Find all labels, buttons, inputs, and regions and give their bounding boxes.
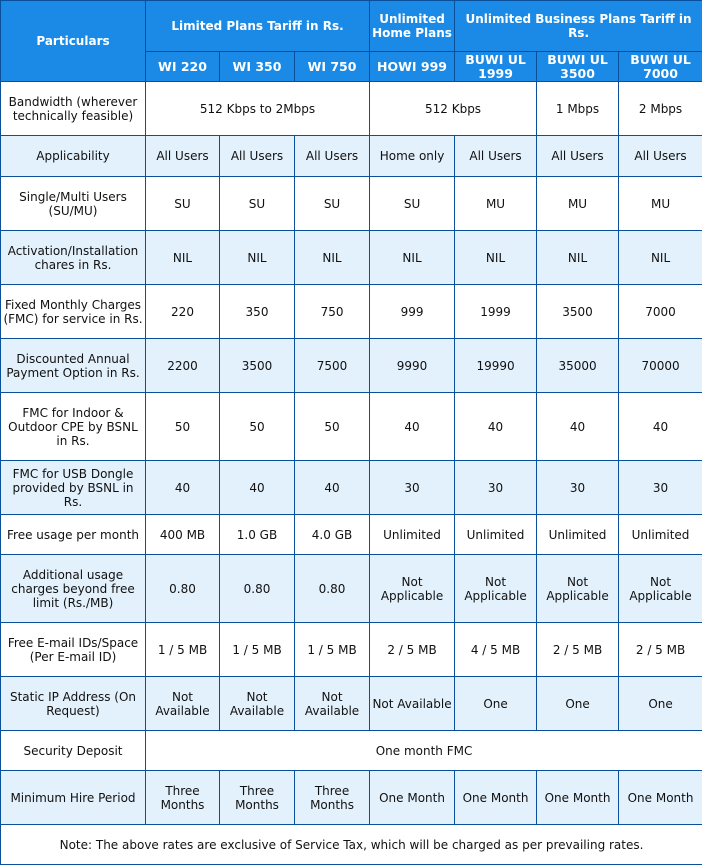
table-row [1,677,702,731]
table-cell: NIL [146,231,220,285]
table-cell: SU [295,177,370,231]
table-cell: 2200 [146,339,220,393]
row-label: Fixed Monthly Charges (FMC) for service in Rs. [1,285,146,339]
table-cell: Three Months [146,771,220,825]
table-cell: 4.0 GB [295,515,370,555]
table-cell: One [619,677,702,731]
table-row [1,555,702,623]
table-cell: 7500 [295,339,370,393]
table-row [1,339,702,393]
table-cell: All Users [455,136,537,177]
table-row [1,771,702,825]
table-row [1,461,702,515]
table-cell: 35000 [537,339,619,393]
table-cell: Not Applicable [370,555,455,623]
table-cell: One [455,677,537,731]
table-cell: 1 Mbps [537,82,619,136]
table-cell: 40 [370,393,455,461]
table-cell: 7000 [619,285,702,339]
table-cell: SU [370,177,455,231]
table-cell: 3500 [537,285,619,339]
table-cell: 1 / 5 MB [146,623,220,677]
table-cell: 220 [146,285,220,339]
table-cell: 512 Kbps to 2Mbps [146,82,370,136]
table-cell: All Users [619,136,702,177]
table-cell: 30 [370,461,455,515]
row-label: Applicability [1,136,146,177]
table-cell: SU [220,177,295,231]
table-cell: 9990 [370,339,455,393]
row-label: Free E-mail IDs/Space (Per E-mail ID) [1,623,146,677]
table-cell: 2 / 5 MB [370,623,455,677]
table-row [1,285,702,339]
table-cell: NIL [370,231,455,285]
table-cell: One month FMC [146,731,702,771]
plan-name: BUWI UL 3500 [537,52,619,82]
table-cell: 3500 [220,339,295,393]
table-row [1,177,702,231]
table-row [1,393,702,461]
table-cell: 750 [295,285,370,339]
table-cell: NIL [455,231,537,285]
table-cell: NIL [537,231,619,285]
row-label: Static IP Address (On Request) [1,677,146,731]
plan-name: BUWI UL 7000 [619,52,702,82]
row-label: Free usage per month [1,515,146,555]
table-cell: 40 [295,461,370,515]
table-row [1,515,702,555]
table-cell: 30 [537,461,619,515]
table-cell: 512 Kbps [370,82,537,136]
row-label: Discounted Annual Payment Option in Rs. [1,339,146,393]
row-label: Activation/Installation chares in Rs. [1,231,146,285]
row-label: Additional usage charges beyond free limit (Rs./MB) [1,555,146,623]
table-cell: MU [537,177,619,231]
row-label: Minimum Hire Period [1,771,146,825]
table-cell: One Month [455,771,537,825]
table-cell: Not Available [220,677,295,731]
table-cell: Not Available [146,677,220,731]
table-cell: 19990 [455,339,537,393]
table-cell: Unlimited [619,515,702,555]
group-header-row [1,1,702,52]
table-cell: Unlimited [455,515,537,555]
table-cell: All Users [146,136,220,177]
table-cell: All Users [220,136,295,177]
row-label: FMC for USB Dongle provided by BSNL in Rs. [1,461,146,515]
table-cell: 30 [619,461,702,515]
row-label: Security Deposit [1,731,146,771]
table-cell: One Month [537,771,619,825]
limited-plans-header: Limited Plans Tariff in Rs. [146,1,370,52]
table-cell: One Month [619,771,702,825]
table-cell: 50 [146,393,220,461]
table-cell: 40 [220,461,295,515]
table-cell: MU [455,177,537,231]
table-cell: 1.0 GB [220,515,295,555]
table-cell: 50 [220,393,295,461]
table-cell: 0.80 [220,555,295,623]
table-row [1,231,702,285]
plan-name: WI 750 [295,52,370,82]
table-row [1,623,702,677]
table-cell: 2 / 5 MB [619,623,702,677]
table-cell: 40 [537,393,619,461]
table-cell: 70000 [619,339,702,393]
table-cell: One [537,677,619,731]
table-cell: 1 / 5 MB [295,623,370,677]
unlimited-business-header: Unlimited Business Plans Tariff in Rs. [455,1,702,52]
table-cell: 350 [220,285,295,339]
table-cell: Not Available [370,677,455,731]
table-cell: One Month [370,771,455,825]
table-row [1,82,702,136]
plan-name: HOWI 999 [370,52,455,82]
table-cell: 2 Mbps [619,82,702,136]
table-cell: Not Applicable [455,555,537,623]
table-cell: Unlimited [370,515,455,555]
plan-name: WI 350 [220,52,295,82]
table-cell: Not Applicable [537,555,619,623]
table-row [1,731,702,771]
table-cell: 4 / 5 MB [455,623,537,677]
table-cell: Not Applicable [619,555,702,623]
unlimited-home-header: Unlimited Home Plans [370,1,455,52]
row-label: FMC for Indoor & Outdoor CPE by BSNL in Rs. [1,393,146,461]
row-label: Bandwidth (wherever technically feasible) [1,82,146,136]
table-cell: NIL [619,231,702,285]
table-cell: MU [619,177,702,231]
plan-name: WI 220 [146,52,220,82]
table-cell: 40 [146,461,220,515]
table-cell: 40 [455,393,537,461]
table-cell: Home only [370,136,455,177]
table-row [1,136,702,177]
table-cell: NIL [295,231,370,285]
footnote: Note: The above rates are exclusive of Service Tax, which will be charged as per prevailing rates. [1,825,702,865]
table-cell: 0.80 [146,555,220,623]
table-cell: SU [146,177,220,231]
table-cell: All Users [295,136,370,177]
table-cell: 2 / 5 MB [537,623,619,677]
note-row [1,825,702,865]
particulars-header: Particulars [1,1,146,82]
row-label: Single/Multi Users (SU/MU) [1,177,146,231]
table-cell: NIL [220,231,295,285]
table-cell: Unlimited [537,515,619,555]
table-cell: 1 / 5 MB [220,623,295,677]
table-cell: 400 MB [146,515,220,555]
table-cell: Not Available [295,677,370,731]
table-cell: 999 [370,285,455,339]
plan-name: BUWI UL 1999 [455,52,537,82]
table-cell: 30 [455,461,537,515]
table-cell: Three Months [295,771,370,825]
table-cell: 50 [295,393,370,461]
table-cell: 0.80 [295,555,370,623]
table-cell: 40 [619,393,702,461]
table-cell: 1999 [455,285,537,339]
table-cell: All Users [537,136,619,177]
table-cell: Three Months [220,771,295,825]
